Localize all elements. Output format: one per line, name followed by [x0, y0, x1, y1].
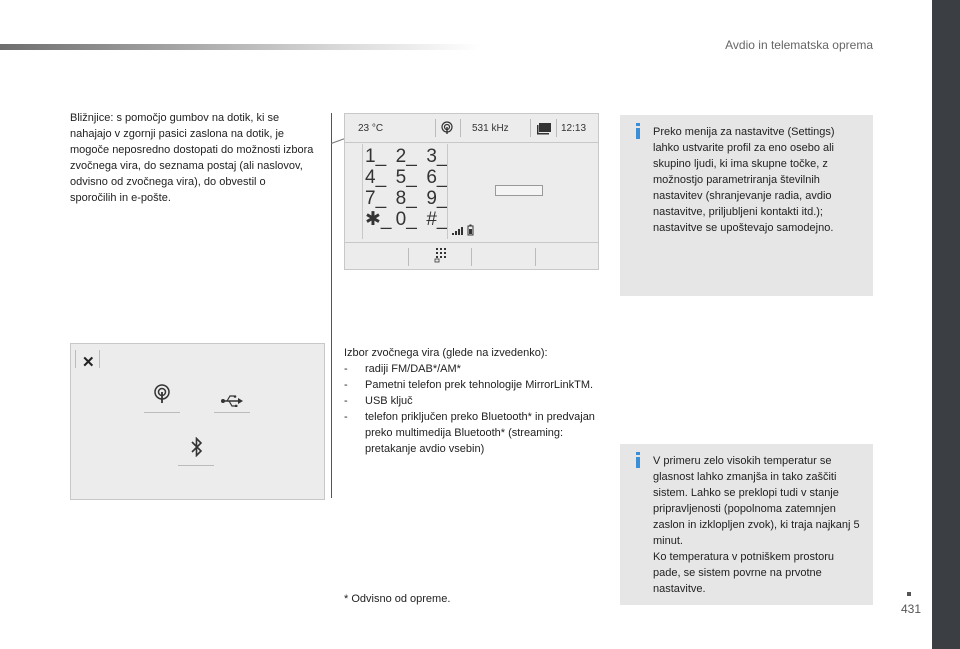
keypad-row	[365, 209, 455, 230]
footnote: * Odvisno od opreme.	[344, 593, 451, 605]
media-list-icon[interactable]	[536, 122, 552, 138]
sources-intro: Izbor zvočnega vira (glede na izvedenko):	[344, 347, 548, 359]
info-box-temperature	[620, 444, 873, 605]
phone-keypad	[365, 146, 455, 230]
column-divider	[331, 113, 332, 498]
radio-source-icon[interactable]	[440, 121, 454, 138]
dial-input-field[interactable]	[495, 185, 543, 196]
radio-source-icon[interactable]	[153, 384, 171, 409]
touchscreen-illustration	[344, 113, 599, 270]
keypad-key[interactable]: 0_	[395, 209, 417, 230]
source-menu-illustration	[70, 343, 325, 500]
screen-bottom-bar	[345, 242, 598, 270]
radio-frequency: 531 kHz	[472, 123, 509, 134]
keypad-key[interactable]: 8_	[395, 188, 417, 209]
dialpad-grid-icon[interactable]	[434, 247, 448, 266]
intro-paragraph: Bližnjice: s pomočjo gumbov na dotik, ki se nahajajo v zgornji pasici zaslona na dotik, je mogoče neposredno dostopati do možnosti izbora zvočnega vira, do seznama postaj (ali naslovov, odvisno od zvočnega vira), do obvestil o sporočilih in e-pošte.	[70, 112, 314, 204]
keypad-key[interactable]: 5_	[395, 167, 417, 188]
screen-top-banner	[345, 114, 598, 143]
list-item: - telefon priključen preko Bluetooth* in predvajan preko multimedija Bluetooth* (streaming: pretakanje avdio vsebin)	[344, 409, 609, 457]
keypad-key[interactable]: 3_	[426, 146, 448, 167]
info-box-settings	[620, 115, 873, 296]
bluetooth-icon[interactable]	[191, 437, 203, 462]
keypad-key[interactable]: ✱_	[365, 209, 392, 230]
keypad-key[interactable]: 2_	[395, 146, 417, 167]
keypad-key[interactable]: 9_	[426, 188, 448, 209]
source-selection-text	[344, 345, 609, 457]
signal-battery-icon	[452, 224, 476, 238]
keypad-key[interactable]: 6_	[426, 167, 448, 188]
info-box-text: V primeru zelo visokih temperatur se glasnost lahko zmanjša in tako zaščiti sistem. Lahko se preklopi tudi v stanje pripravljenosti (popolnoma zatemnjen zaslon in izklopljen zvok), ki traja najkanj 5 minut. Ko temperatura v potniškem prostoru pade, se sistem povrne na prvotne nastavitve.	[653, 455, 860, 595]
header-gradient-bar	[0, 44, 480, 50]
list-item: - USB ključ	[344, 393, 609, 409]
list-item: - Pametni telefon prek tehnologije MirrorLinkTM.	[344, 377, 609, 393]
page-marker	[907, 592, 911, 596]
keypad-key[interactable]: 4_	[365, 167, 387, 188]
clock: 12:13	[561, 123, 587, 134]
keypad-row	[365, 167, 455, 188]
info-icon	[630, 452, 646, 468]
page-sidebar-strip	[932, 0, 960, 649]
info-box-text: Preko menija za nastavitve (Settings) lahko ustvarite profil za eno osebo ali skupino ljudi, ki ima skupne točke, z možnostjo parametriranja številnih nastavitev (shranjevanje radia, avdio nastavitve, priljubljeni kontakti itd.); nastavitve se upoštevajo samodejno.	[653, 126, 835, 234]
usb-icon[interactable]	[221, 391, 243, 412]
section-title: Avdio in telematska oprema	[725, 38, 873, 52]
keypad-row	[365, 188, 455, 209]
info-icon	[630, 123, 646, 139]
keypad-key[interactable]: 1_	[365, 146, 387, 167]
keypad-row	[365, 146, 455, 167]
list-item: - radiji FM/DAB*/AM*	[344, 361, 609, 377]
close-icon[interactable]: ✕	[82, 354, 95, 371]
page-number: 431	[901, 602, 922, 616]
keypad-key[interactable]: 7_	[365, 188, 387, 209]
sources-list	[344, 361, 609, 457]
keypad-key[interactable]: #_	[426, 209, 448, 230]
temperature-readout: 23 °C	[358, 123, 384, 134]
